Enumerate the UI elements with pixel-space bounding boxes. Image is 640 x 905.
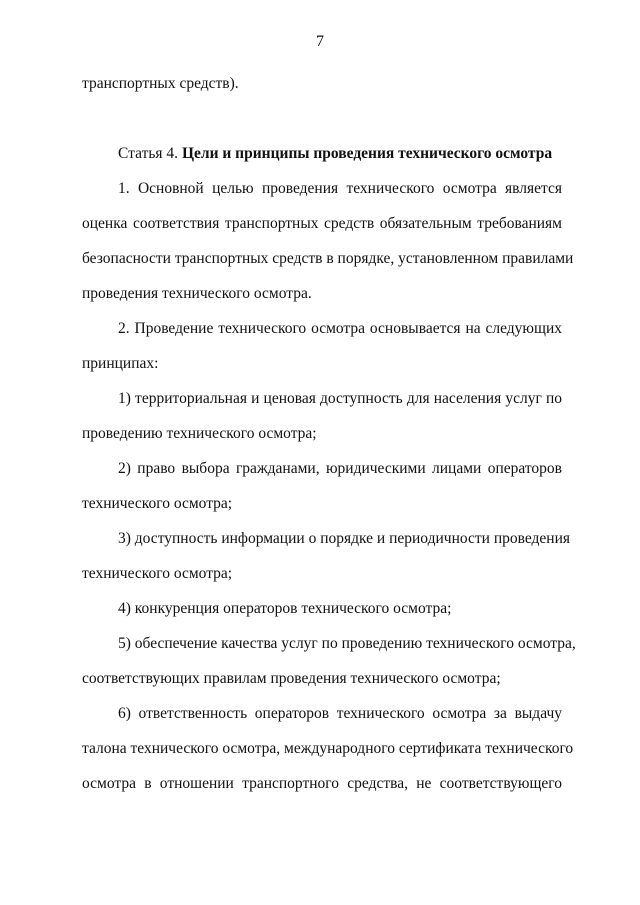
list-item-line: 4) конкуренция операторов технического осмотра; <box>118 600 452 617</box>
list-item-line: 3) доступность информации о порядке и периодичности проведения <box>118 530 571 547</box>
list-item-line: 6) ответственность операторов технического осмотра за выдачу <box>118 705 562 722</box>
list-item-line: осмотра в отношении транспортного средства, не соответствующего <box>82 775 562 792</box>
article-title: Цели и принципы проведения технического осмотра <box>181 145 553 162</box>
paragraph-line: проведения технического осмотра. <box>82 285 312 302</box>
list-item-line: проведению технического осмотра; <box>82 425 317 442</box>
list-item-line: 2) право выбора гражданами, юридическими лицами операторов <box>118 460 562 477</box>
paragraph-line: безопасности транспортных средств в порядке, установленном правилами <box>82 250 574 267</box>
paragraph-line: принципах: <box>82 355 159 372</box>
list-item-line: талона технического осмотра, международного сертификата технического <box>82 740 574 757</box>
list-item-line: 5) обеспечение качества услуг по проведению технического осмотра, <box>118 635 576 652</box>
list-item-line: 1) территориальная и ценовая доступность для населения услуг по <box>118 390 562 407</box>
paragraph-line: 1. Основной целью проведения технического осмотра является <box>118 180 562 197</box>
article-prefix: Статья 4. <box>118 145 179 162</box>
continuation-line: транспортных средств). <box>82 75 239 92</box>
list-item-line: технического осмотра; <box>82 565 233 582</box>
paragraph-line: 2. Проведение технического осмотра основывается на следующих <box>118 320 562 337</box>
paragraph-line: оценка соответствия транспортных средств обязательным требованиям <box>82 215 562 232</box>
page-number: 7 <box>316 33 324 50</box>
article-heading <box>118 144 562 164</box>
list-item-line: соответствующих правилам проведения технического осмотра; <box>82 670 501 687</box>
list-item-line: технического осмотра; <box>82 495 233 512</box>
